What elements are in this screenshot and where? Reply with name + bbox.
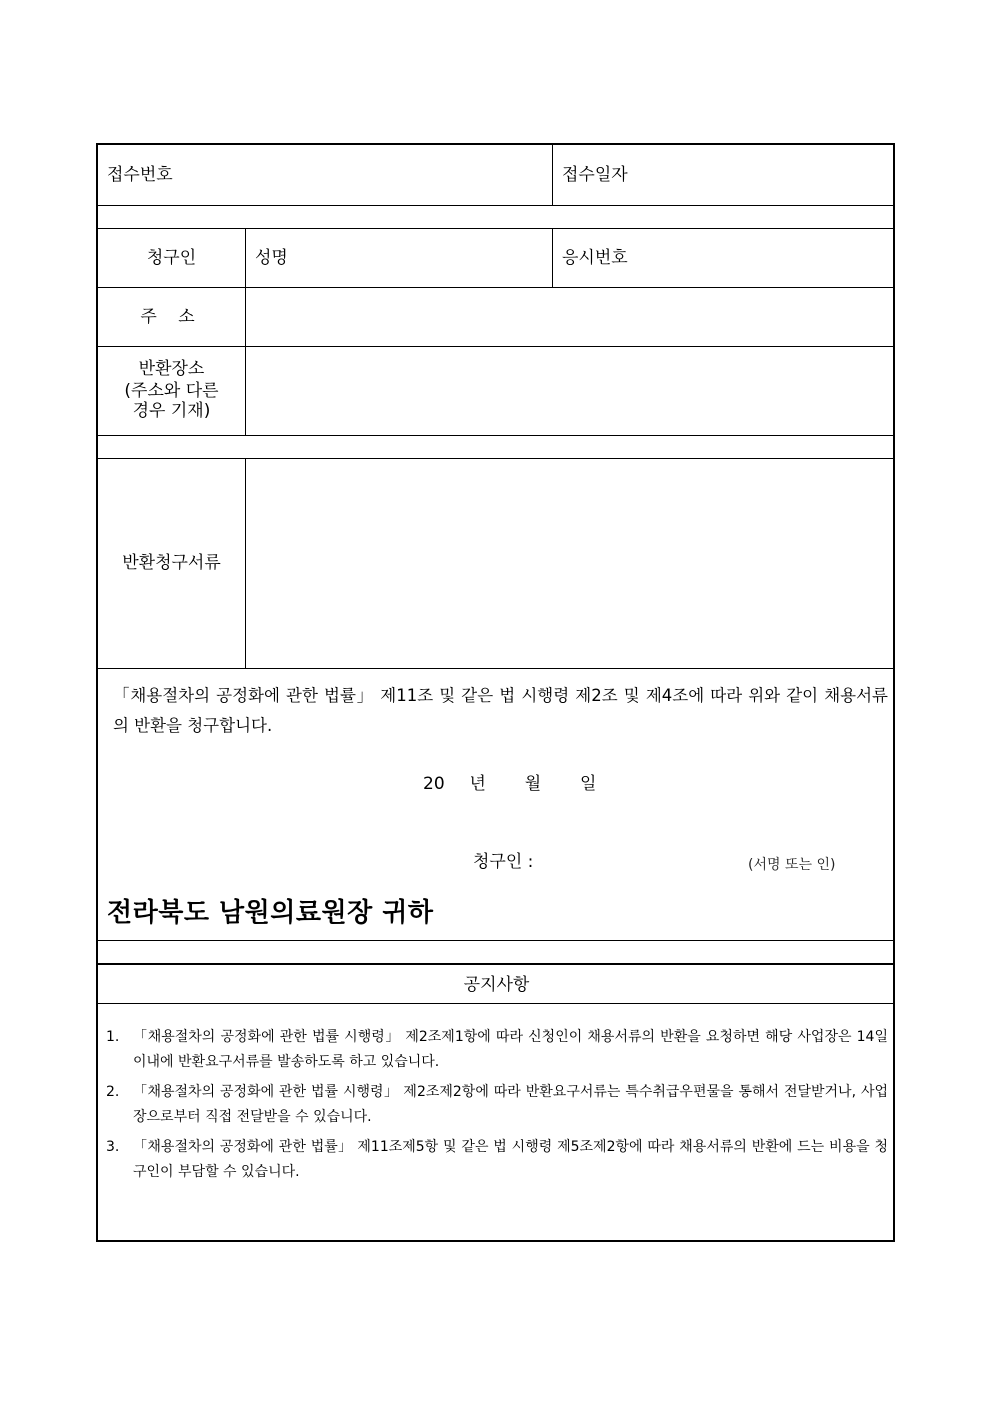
divider	[98, 346, 895, 347]
notice-item	[106, 1135, 888, 1185]
claimant-label: 청구인 :	[473, 852, 534, 872]
receipt-number-label: 접수번호	[107, 165, 173, 185]
return-place-label: 반환장소	[138, 359, 205, 379]
divider	[98, 228, 895, 229]
divider	[245, 458, 246, 668]
notice-item-number: 2.	[106, 1084, 120, 1100]
divider	[98, 963, 895, 965]
divider	[98, 435, 895, 436]
applicant-section-label: 청구인	[146, 248, 197, 268]
divider	[245, 228, 246, 435]
date-day-unit: 일	[579, 774, 597, 794]
date-month-unit: 월	[524, 774, 542, 794]
divider	[98, 287, 895, 288]
notice-item	[106, 1080, 888, 1130]
signature-note: (서명 또는 인)	[748, 857, 836, 873]
address-label: 주 소	[140, 307, 203, 327]
declaration-text: 「채용절차의 공정화에 관한 법률」 제11조 및 같은 법 시행령 제2조 및 제4조에 따라 위와 같이 채용서류의 반환을 청구합니다.	[113, 686, 888, 735]
notice-item	[106, 1025, 888, 1075]
exam-number-label: 응시번호	[562, 248, 628, 268]
divider	[98, 668, 895, 669]
divider	[98, 205, 895, 206]
divider	[552, 228, 553, 287]
divider	[98, 940, 895, 941]
divider	[552, 145, 553, 205]
return-place-note-line2: 경우 기재)	[132, 401, 211, 421]
notice-item-number: 1.	[106, 1029, 120, 1045]
notice-item-text: 「채용절차의 공정화에 관한 법률」 제11조제5항 및 같은 법 시행령 제5조제2항에 따라 채용서류의 반환에 드는 비용을 청구인이 부담할 수 있습니다.	[133, 1139, 888, 1180]
divider	[98, 458, 895, 459]
notice-title: 공지사항	[463, 975, 530, 995]
return-place-note-line1: (주소와 다른	[124, 381, 219, 401]
name-label: 성명	[255, 248, 288, 268]
divider	[98, 1003, 895, 1004]
notice-list	[106, 1025, 888, 1190]
date-year-unit: 년	[469, 774, 486, 794]
date-year-prefix: 20	[423, 774, 445, 794]
receipt-date-label: 접수일자	[562, 165, 628, 185]
return-request-form	[96, 143, 895, 1242]
notice-item-text: 「채용절차의 공정화에 관한 법률 시행령」 제2조제1항에 따라 신청인이 채용서류의 반환을 요청하면 해당 사업장은 14일 이내에 반환요구서류를 발송하도록 하고 있습니다.	[133, 1029, 888, 1070]
date-line	[423, 774, 596, 794]
return-documents-label: 반환청구서류	[122, 553, 221, 573]
notice-item-number: 3.	[106, 1139, 120, 1155]
notice-item-text: 「채용절차의 공정화에 관한 법률 시행령」 제2조제2항에 따라 반환요구서류는 특수취급우편물을 통해서 전달받거나, 사업장으로부터 직접 전달받을 수 있습니다.	[133, 1084, 888, 1125]
addressee: 전라북도 남원의료원장 귀하	[107, 898, 434, 928]
